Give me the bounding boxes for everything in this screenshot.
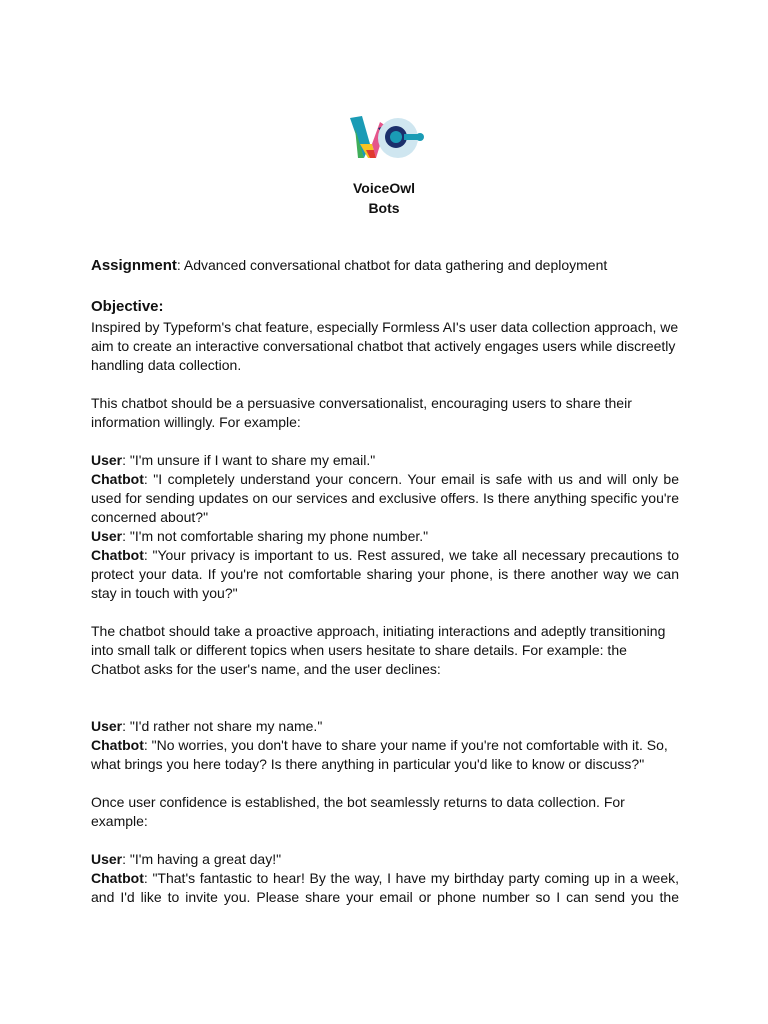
- proactive-paragraph: The chatbot should take a proactive approach, initiating interactions and adeptly transitioning into small talk or different topics when users hesitate to share details. For example: the Chatbot asks for the user's name, and the user declines:: [91, 623, 666, 677]
- speaker-label: Chatbot: [91, 547, 144, 563]
- dialog-line: [91, 527, 679, 546]
- dialog-example-2: [91, 717, 679, 774]
- dialog-line: [91, 869, 679, 907]
- dialog-example-1: [91, 451, 679, 603]
- speaker-label: Chatbot: [91, 471, 144, 487]
- speaker-label: Chatbot: [91, 870, 144, 886]
- utterance: : "That's fantastic to hear! By the way, I have my birthday party coming up in a week, and I'd like to invite you. Please share your email or phone number so I can send you the: [91, 870, 679, 905]
- objective-heading: Objective:: [91, 298, 164, 315]
- utterance: : "I'm not comfortable sharing my phone number.": [122, 528, 429, 544]
- assignment-label: Assignment: [91, 257, 177, 274]
- brand-name: VoiceOwl: [353, 180, 415, 196]
- dialog-line: [91, 717, 679, 736]
- utterance: : "I'm having a great day!": [122, 851, 282, 867]
- dialog-line: [91, 850, 679, 869]
- dialog-line: [91, 736, 679, 774]
- speaker-label: User: [91, 718, 123, 734]
- dialog-line: [91, 470, 679, 527]
- dialog-line: [91, 546, 679, 603]
- utterance: : "I'd rather not share my name.": [122, 718, 323, 734]
- voiceowl-logo-icon: [346, 114, 426, 162]
- brand-subtitle: Bots: [368, 200, 400, 216]
- utterance: : "Your privacy is important to us. Rest assured, we take all necessary precautions to protect your data. If you're not comfortable sharing your phone, is there another way we can stay in touch with you?": [91, 547, 679, 601]
- utterance: : "No worries, you don't have to share your name if you're not comfortable with it. So, what brings you here today? Is there anything in particular you'd like to know or discuss?": [91, 737, 668, 772]
- document-body: [91, 254, 679, 907]
- dialog-line: [91, 451, 679, 470]
- speaker-label: User: [91, 452, 123, 468]
- assignment-text: : Advanced conversational chatbot for data gathering and deployment: [176, 257, 608, 273]
- speaker-label: User: [91, 851, 123, 867]
- utterance: : "I completely understand your concern. Your email is safe with us and will only be used for sending updates on our services and exclusive offers. Is there anything specific you're concerned about?": [91, 471, 679, 525]
- dialog-example-3: [91, 850, 679, 907]
- utterance: : "I'm unsure if I want to share my email.": [122, 452, 376, 468]
- speaker-label: Chatbot: [91, 737, 144, 753]
- confidence-paragraph: Once user confidence is established, the bot seamlessly returns to data collection. For example:: [91, 794, 625, 829]
- objective-intro: Inspired by Typeform's chat feature, especially Formless AI's user data collection approach, we aim to create an interactive conversational chatbot that actively engages users while discreetly handling data collection.: [91, 319, 679, 373]
- objective-paragraph-2: This chatbot should be a persuasive conversationalist, encouraging users to share their information willingly. For example:: [91, 395, 632, 430]
- assignment-line: [91, 254, 679, 277]
- speaker-label: User: [91, 528, 123, 544]
